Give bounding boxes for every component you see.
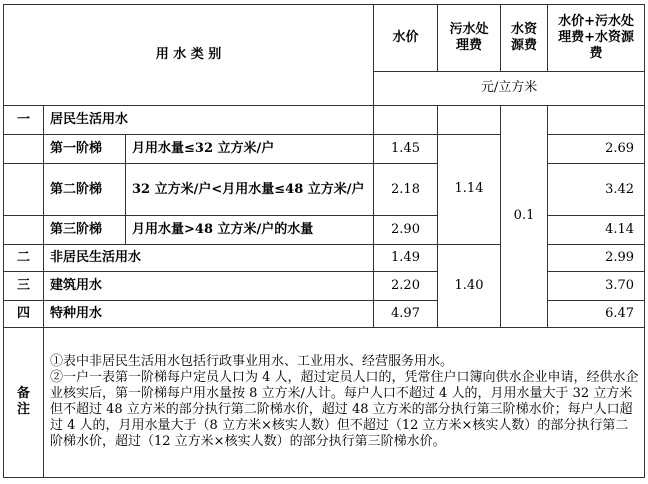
section-label: 建筑用水 <box>44 271 374 300</box>
header-unit: 元/立方米 <box>374 71 645 105</box>
price-special: 4.97 <box>374 300 438 327</box>
section-num: 四 <box>4 300 44 327</box>
notes-content <box>44 327 645 477</box>
note-2: ②一户一表第一阶梯每户定员人口为 4 人，超过定员人口的，凭常住户口簿向供水企业申请，经供水企业核实后，第一阶梯每户用水量按 8 立方米/人计。每户人口不超过 4 人的，月用水量大于 32 立方米但不超过 48 立方米的部分执行第二阶梯水价，超过 48 立方米的部分执行第三阶梯水价；每户人口超过 4 人的，月用水量大于（8 立方米×核实人数）但不超过（12 立方米×核实人数）的部分执行第二阶梯水价，超过（12 立方米×核实人数）的部分执行第三阶梯水价。 <box>50 370 639 450</box>
section-label: 居民生活用水 <box>44 106 374 135</box>
header-category: 用 水 类 别 <box>4 5 374 106</box>
header-resource-fee <box>501 5 548 72</box>
section-num: 二 <box>4 244 44 271</box>
header-total <box>548 5 645 72</box>
empty-cell <box>4 164 44 216</box>
total-special: 6.47 <box>548 300 645 327</box>
empty-cell <box>548 106 645 135</box>
tier-desc: 月用水量>48 立方米/户的水量 <box>126 216 374 244</box>
sewage-residential: 1.14 <box>438 135 501 244</box>
tier-total: 2.69 <box>548 135 645 164</box>
sewage-non-residential: 1.40 <box>438 244 501 327</box>
notes-label <box>4 327 44 477</box>
total-construction: 3.70 <box>548 271 645 300</box>
price-non-residential: 1.49 <box>374 244 438 271</box>
header-water-price: 水价 <box>374 5 438 72</box>
notes-label-text: 备注 <box>16 386 30 418</box>
tier-label: 第一阶梯 <box>44 135 126 164</box>
tier-desc: 32 立方米/户<月用水量≤48 立方米/户 <box>126 164 374 216</box>
empty-cell <box>438 106 501 135</box>
tier-label: 第三阶梯 <box>44 216 126 244</box>
section-label: 特种用水 <box>44 300 374 327</box>
price-construction: 2.20 <box>374 271 438 300</box>
resource-fee-value: 0.1 <box>501 106 548 328</box>
tier-price: 1.45 <box>374 135 438 164</box>
empty-cell <box>4 135 44 164</box>
header-total-text: 水价+污水处理费+水资源费 <box>558 13 634 61</box>
header-sewage-fee <box>438 5 501 72</box>
tier-total: 3.42 <box>548 164 645 216</box>
header-resource-fee-text: 水资源费 <box>511 21 538 53</box>
tier-total: 4.14 <box>548 216 645 244</box>
section-num: 三 <box>4 271 44 300</box>
tier-price: 2.18 <box>374 164 438 216</box>
section-label: 非居民生活用水 <box>44 244 374 271</box>
tier-label: 第二阶梯 <box>44 164 126 216</box>
tier-price: 2.90 <box>374 216 438 244</box>
section-num: 一 <box>4 106 44 135</box>
tier-desc: 月用水量≤32 立方米/户 <box>126 135 374 164</box>
header-sewage-fee-text: 污水处理费 <box>449 21 489 53</box>
note-1: ①表中非居民生活用水包括行政事业用水、工业用水、经营服务用水。 <box>50 354 454 370</box>
water-price-table <box>3 4 645 478</box>
empty-cell <box>4 216 44 244</box>
total-non-residential: 2.99 <box>548 244 645 271</box>
empty-cell <box>374 106 438 135</box>
